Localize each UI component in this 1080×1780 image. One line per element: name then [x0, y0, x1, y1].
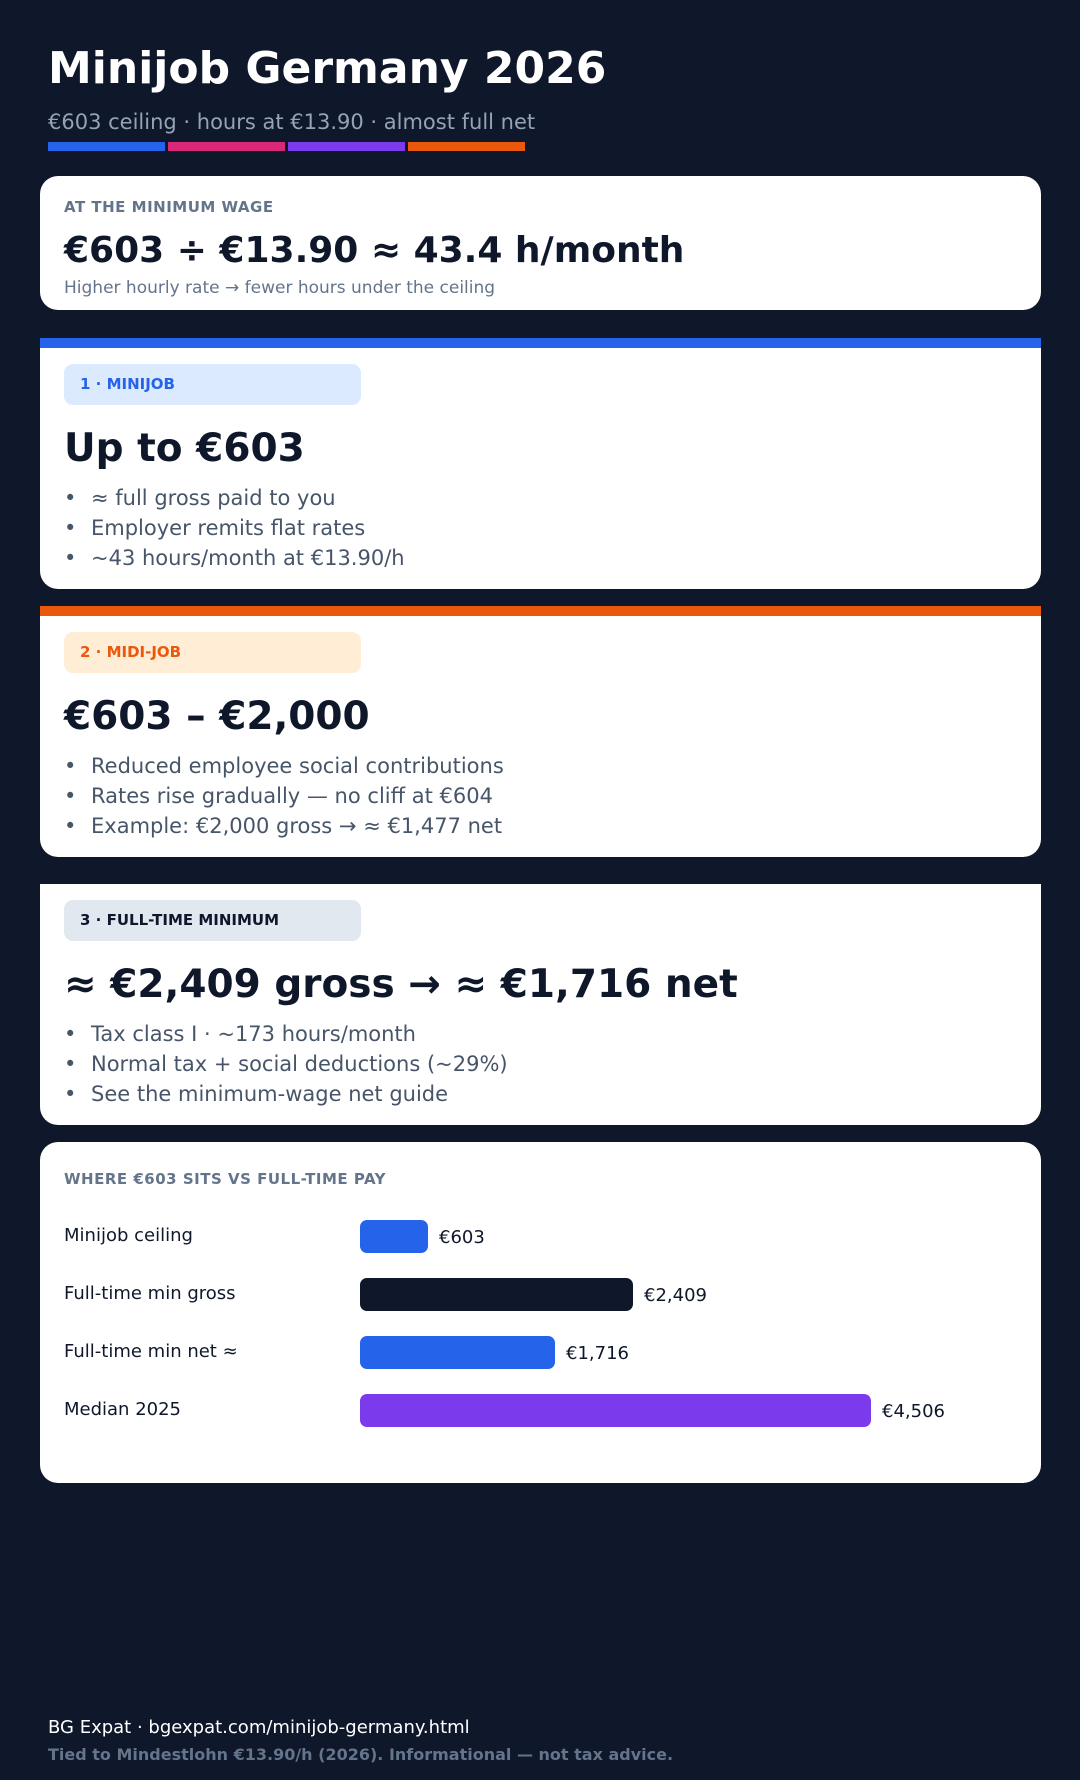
bullet-item: • ≈ full gross paid to you: [64, 483, 405, 513]
tier-3-pill: 3 · FULL-TIME MINIMUM: [64, 900, 361, 941]
bar-label: Full-time min gross: [64, 1283, 236, 1304]
bullet-item: • ~43 hours/month at €13.90/h: [64, 543, 405, 573]
color-stripes: [48, 142, 548, 151]
bar-label: Full-time min net ≈: [64, 1341, 238, 1362]
bullet-item: • Example: €2,000 gross → ≈ €1,477 net: [64, 811, 504, 841]
bullet-dot: •: [64, 1082, 77, 1106]
tier-card-minijob: [40, 348, 1041, 589]
page-footer: [48, 1716, 673, 1766]
formula-note: Higher hourly rate → fewer hours under the ceiling: [64, 278, 496, 298]
bullet-item: • Rates rise gradually — no cliff at €604: [64, 781, 504, 811]
bullet-item: • Normal tax + social deductions (~29%): [64, 1049, 508, 1079]
bullet-dot: •: [64, 486, 77, 510]
tier-1-bullets: [64, 483, 405, 573]
page-header: [48, 40, 1032, 136]
bar-value-label: €2,409: [644, 1285, 707, 1306]
bullet-dot: •: [64, 814, 77, 838]
bar: [360, 1278, 633, 1311]
chart-title: WHERE €603 SITS VS FULL-TIME PAY: [64, 1170, 387, 1188]
formula-text: €603 ÷ €13.90 ≈ 43.4 h/month: [64, 230, 685, 271]
formula-card: [40, 176, 1041, 310]
comparison-chart-card: [40, 1142, 1041, 1483]
bar-value-label: €1,716: [566, 1343, 629, 1364]
bullet-item: • See the minimum-wage net guide: [64, 1079, 508, 1109]
bullet-dot: •: [64, 546, 77, 570]
footer-source: BG Expat · bgexpat.com/minijob-germany.html: [48, 1717, 470, 1738]
bar: [360, 1394, 871, 1427]
stripe-orange: [408, 142, 525, 151]
tier-card-midijob: [40, 616, 1041, 857]
bar-value-label: €603: [439, 1227, 485, 1248]
page-subtitle: €603 ceiling · hours at €13.90 · almost full net: [48, 110, 536, 134]
formula-kicker: AT THE MINIMUM WAGE: [64, 198, 274, 216]
stripe-pink: [168, 142, 285, 151]
tier-3-bullets: [64, 1019, 508, 1109]
tier-2-accent-bar: [40, 606, 1041, 616]
bar-label: Minijob ceiling: [64, 1225, 193, 1246]
tier-1-pill: 1 · MINIJOB: [64, 364, 361, 405]
tier-2-bullets: [64, 751, 504, 841]
tier-1-accent-bar: [40, 338, 1041, 348]
bar: [360, 1220, 428, 1253]
stripe-purple: [288, 142, 405, 151]
tier-3-amount: ≈ €2,409 gross → ≈ €1,716 net: [64, 962, 738, 1007]
bullet-item: • Employer remits flat rates: [64, 513, 405, 543]
stripe-blue: [48, 142, 165, 151]
tier-2-pill: 2 · MIDI-JOB: [64, 632, 361, 673]
tier-1-amount: Up to €603: [64, 426, 305, 471]
bullet-item: • Tax class I · ~173 hours/month: [64, 1019, 508, 1049]
bar-value-label: €4,506: [882, 1401, 945, 1422]
bullet-dot: •: [64, 784, 77, 808]
bar: [360, 1336, 555, 1369]
footer-disclaimer: Tied to Mindestlohn €13.90/h (2026). Informational — not tax advice.: [48, 1745, 674, 1764]
page-title: Minijob Germany 2026: [48, 43, 607, 94]
bullet-item: • Reduced employee social contributions: [64, 751, 504, 781]
bullet-dot: •: [64, 1052, 77, 1076]
bar-label: Median 2025: [64, 1399, 181, 1420]
tier-2-amount: €603 – €2,000: [64, 694, 370, 739]
bullet-dot: •: [64, 1022, 77, 1046]
bullet-dot: •: [64, 754, 77, 778]
tier-card-fulltime: [40, 884, 1041, 1125]
bullet-dot: •: [64, 516, 77, 540]
